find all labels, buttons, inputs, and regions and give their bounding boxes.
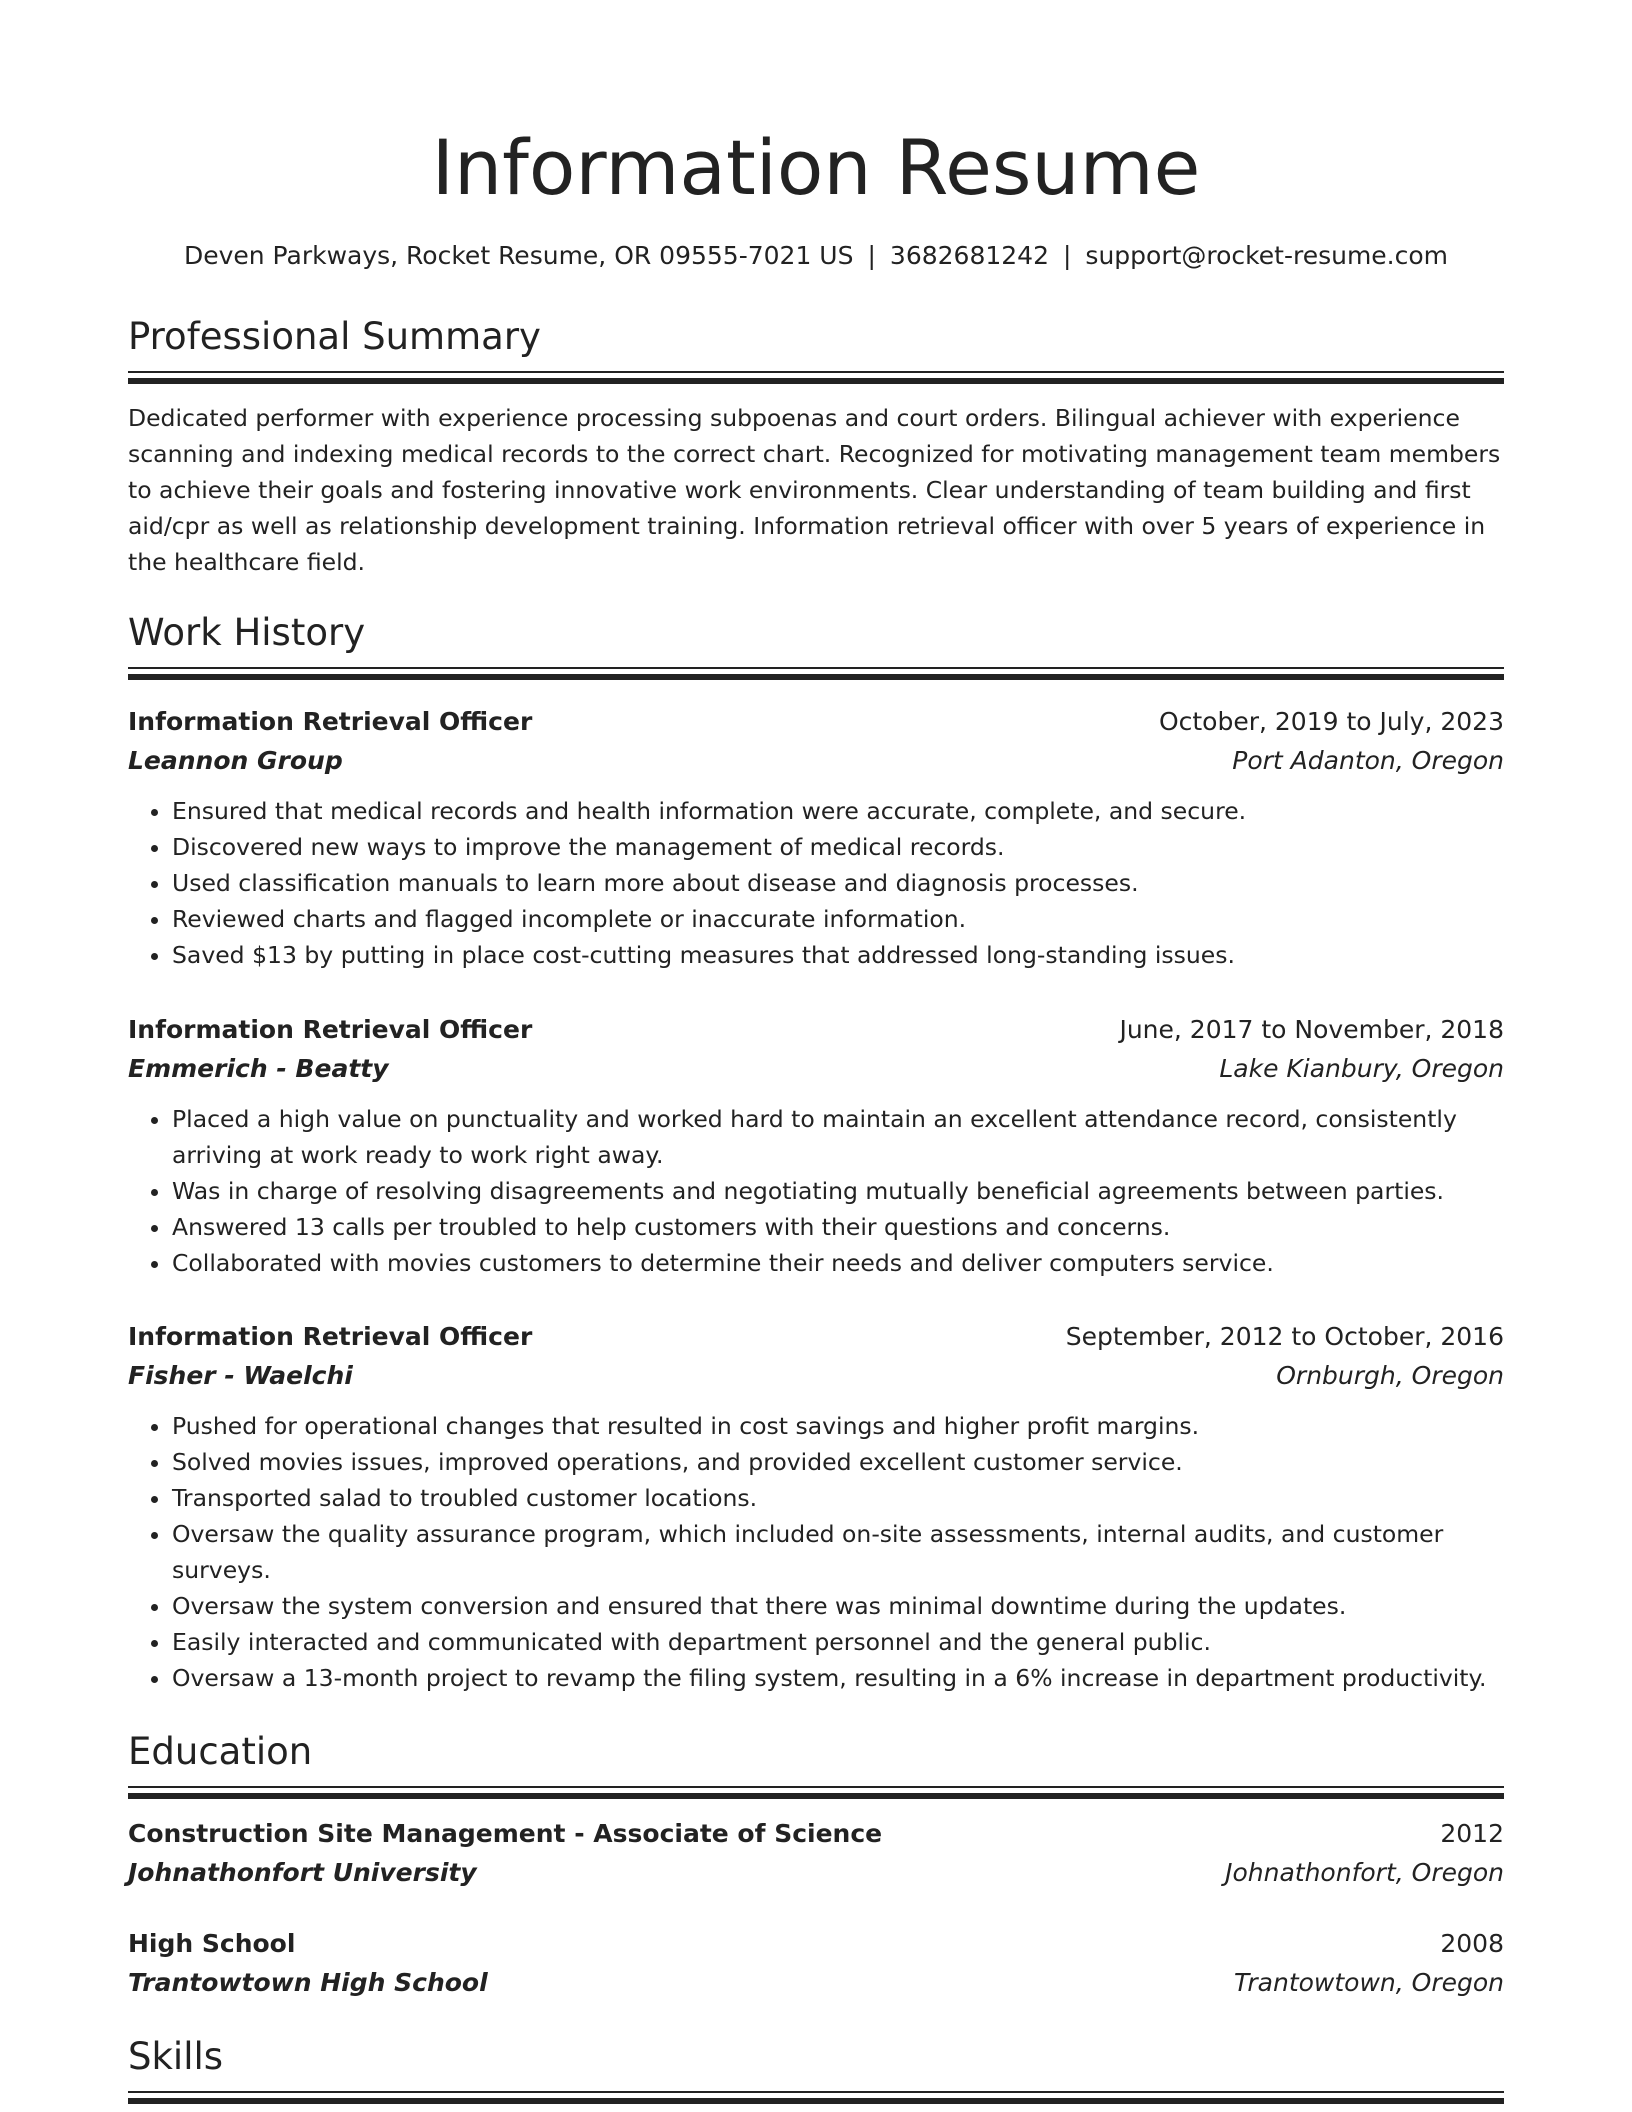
job-bullet: • Ensured that medical records and health information were accurate, complete, and secure. bbox=[172, 793, 1504, 829]
job-title: Information Retrieval Officer bbox=[128, 1322, 533, 1351]
job-company: Leannon Group bbox=[128, 746, 343, 775]
work-history-heading: Work History bbox=[128, 611, 366, 654]
skills-heading: Skills bbox=[128, 2035, 224, 2078]
education-year: 2008 bbox=[1440, 1929, 1504, 1958]
contact-phone: 3682681242 bbox=[889, 241, 1049, 270]
education-school: Trantowtown High School bbox=[128, 1968, 488, 1997]
education-heading: Education bbox=[128, 1730, 313, 1773]
job-entry bbox=[128, 1318, 1504, 1696]
contact-address: Deven Parkways, Rocket Resume, OR 09555-7021 US bbox=[183, 241, 854, 270]
job-title: Information Retrieval Officer bbox=[128, 707, 533, 736]
job-bullet: • Pushed for operational changes that resulted in cost savings and higher profit margins. bbox=[172, 1408, 1504, 1444]
section-divider bbox=[128, 2091, 1504, 2106]
job-bullets bbox=[128, 793, 1504, 973]
education-section bbox=[128, 1728, 1504, 1801]
job-bullet: • Was in charge of resolving disagreements and negotiating mutually beneficial agreements between parties. bbox=[172, 1173, 1504, 1209]
summary-text: Dedicated performer with experience processing subpoenas and court orders. Bilingual achiever with experience scanning and indexing medical records to the correct chart. Recognized for motivating management team members to achieve their goals and fostering innovative work environments. Clear understanding of team building and first aid/cpr as well as relationship development training. Information retrieval officer with over 5 years of experience in the healthcare field. bbox=[128, 404, 1501, 576]
education-degree: High School bbox=[128, 1929, 296, 1958]
summary-section bbox=[128, 313, 1504, 580]
job-entry bbox=[128, 703, 1504, 973]
job-bullet: • Saved $13 by putting in place cost-cutting measures that addressed long-standing issues. bbox=[172, 937, 1504, 973]
education-location: Trantowtown, Oregon bbox=[1234, 1968, 1504, 1997]
job-company: Emmerich - Beatty bbox=[128, 1054, 389, 1083]
job-bullet: • Reviewed charts and flagged incomplete or inaccurate information. bbox=[172, 901, 1504, 937]
job-bullet: • Discovered new ways to improve the management of medical records. bbox=[172, 829, 1504, 865]
summary-heading: Professional Summary bbox=[128, 315, 541, 358]
education-school: Johnathonfort University bbox=[128, 1858, 477, 1887]
job-location: Port Adanton, Oregon bbox=[1232, 746, 1504, 775]
contact-line bbox=[128, 238, 1504, 274]
job-entry bbox=[128, 1011, 1504, 1281]
education-location: Johnathonfort, Oregon bbox=[1225, 1858, 1504, 1887]
job-company: Fisher - Waelchi bbox=[128, 1361, 353, 1390]
resume-title: Information Resume bbox=[431, 123, 1201, 212]
job-location: Lake Kianbury, Oregon bbox=[1219, 1054, 1504, 1083]
section-divider bbox=[128, 667, 1504, 682]
skills-section bbox=[128, 2033, 1504, 2106]
job-bullets bbox=[128, 1101, 1504, 1281]
job-bullet: • Transported salad to troubled customer locations. bbox=[172, 1480, 1504, 1516]
contact-separator: | bbox=[867, 241, 876, 270]
job-location: Ornburgh, Oregon bbox=[1276, 1361, 1504, 1390]
job-bullet: • Oversaw the system conversion and ensured that there was minimal downtime during the updates. bbox=[172, 1588, 1504, 1624]
section-divider bbox=[128, 371, 1504, 386]
education-degree: Construction Site Management - Associate of Science bbox=[128, 1819, 883, 1848]
job-bullet: • Oversaw the quality assurance program, which included on-site assessments, internal audits, and customer surveys. bbox=[172, 1516, 1504, 1588]
education-year: 2012 bbox=[1440, 1819, 1504, 1848]
education-entry bbox=[128, 1925, 1504, 2003]
contact-email: support@rocket-resume.com bbox=[1085, 241, 1449, 270]
job-bullet: • Used classification manuals to learn more about disease and diagnosis processes. bbox=[172, 865, 1504, 901]
job-bullet: • Easily interacted and communicated with department personnel and the general public. bbox=[172, 1624, 1504, 1660]
work-history-section bbox=[128, 609, 1504, 682]
job-bullet: • Collaborated with movies customers to determine their needs and deliver computers service. bbox=[172, 1245, 1504, 1281]
job-bullet: • Solved movies issues, improved operations, and provided excellent customer service. bbox=[172, 1444, 1504, 1480]
job-dates: September, 2012 to October, 2016 bbox=[1065, 1322, 1504, 1351]
job-bullet: • Answered 13 calls per troubled to help customers with their questions and concerns. bbox=[172, 1209, 1504, 1245]
job-dates: October, 2019 to July, 2023 bbox=[1158, 707, 1504, 736]
job-bullets bbox=[128, 1408, 1504, 1696]
job-title: Information Retrieval Officer bbox=[128, 1015, 533, 1044]
job-bullet: • Placed a high value on punctuality and worked hard to maintain an excellent attendance record, consistently arriving at work ready to work right away. bbox=[172, 1101, 1504, 1173]
job-bullet: • Oversaw a 13-month project to revamp the filing system, resulting in a 6% increase in department productivity. bbox=[172, 1660, 1504, 1696]
section-divider bbox=[128, 1786, 1504, 1801]
education-entry bbox=[128, 1815, 1504, 1893]
contact-separator: | bbox=[1062, 241, 1072, 270]
job-dates: June, 2017 to November, 2018 bbox=[1119, 1015, 1504, 1044]
